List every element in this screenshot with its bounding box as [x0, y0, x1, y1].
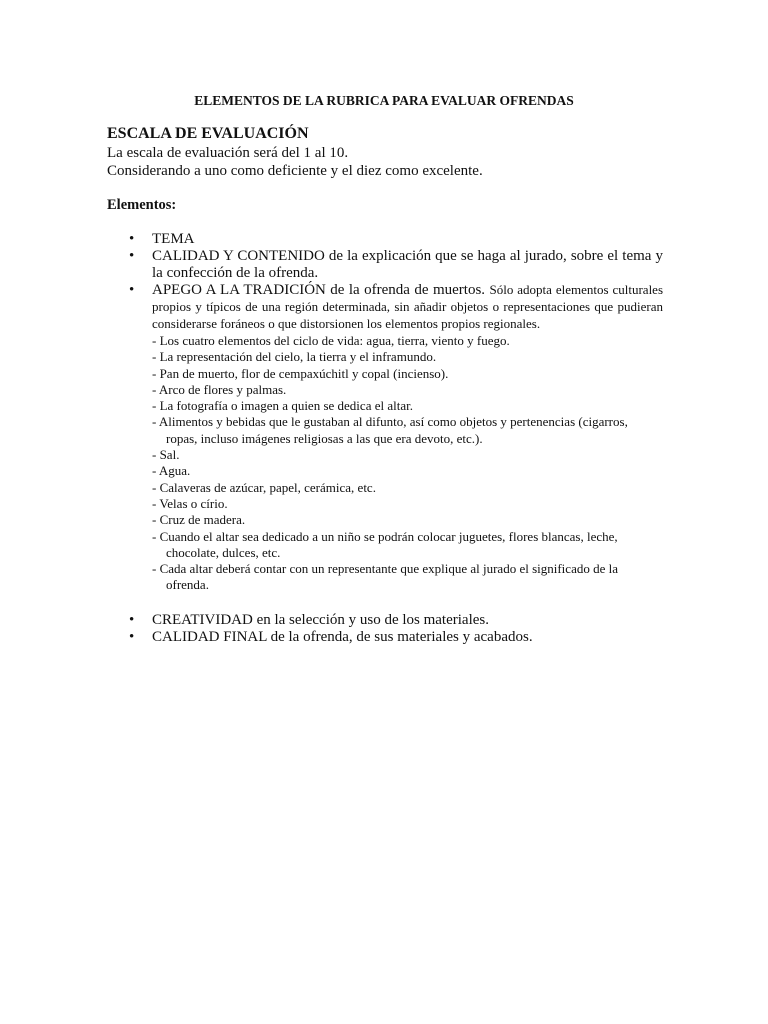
apego-subitem-continuation: chocolate, dulces, etc.: [166, 544, 281, 560]
apego-subitem: [152, 480, 663, 496]
apego-subitems: [152, 333, 663, 594]
apego-subitem-text: - Cada altar deberá contar con un representante que explique al jurado el significado de la: [152, 561, 618, 577]
apego-description: Sólo adopta elementos culturales propios y típicos de una región determinada, sin añadir objetos o representaciones que pudieran considerarse foráneos o que distorsionen los elementos propios regionales.: [152, 282, 664, 331]
apego-subitem-text: - Pan de muerto, flor de cempaxúchitl y copal (incienso).: [152, 365, 449, 381]
list-item-text: CALIDAD FINAL de la ofrenda, de sus materiales y acabados.: [152, 629, 533, 645]
elements-list-top: [107, 231, 663, 594]
apego-subitem: [152, 414, 663, 447]
scale-range-line: La escala de evaluación será del 1 al 10.: [107, 145, 349, 161]
apego-subitem: [152, 447, 663, 463]
elements-heading: Elementos:: [107, 197, 177, 213]
bullet-icon: •: [129, 282, 135, 298]
apego-subitem: [152, 349, 663, 365]
apego-subitem: [152, 512, 663, 528]
apego-subitem-text: - La representación del cielo, la tierra y el inframundo.: [152, 349, 437, 365]
scale-description: [107, 144, 663, 180]
apego-subitem-text: - Agua.: [152, 463, 191, 479]
list-item-tema: [107, 231, 663, 248]
list-item-calidad-final: [107, 629, 663, 646]
list-item-text: TEMA: [152, 231, 195, 247]
bullet-icon: •: [129, 612, 135, 628]
apego-subitem-text: - Calaveras de azúcar, papel, cerámica, etc.: [152, 479, 376, 495]
document-title: ELEMENTOS DE LA RUBRICA PARA EVALUAR OFRENDAS: [194, 93, 574, 108]
apego-subitem-text: - Velas o círio.: [152, 495, 228, 511]
list-item-calidad-contenido: [107, 248, 663, 282]
list-item-creatividad: [107, 612, 663, 629]
apego-subitem-text: - Alimentos y bebidas que le gustaban al difunto, así como objetos y pertenencias (cigarros,: [152, 414, 628, 430]
apego-subitem-text: - Cruz de madera.: [152, 512, 246, 528]
list-item-text: CALIDAD Y CONTENIDO de la explicación que se haga al jurado, sobre el tema y la confección de la ofrenda.: [152, 248, 663, 281]
scale-meaning-line: Considerando a uno como deficiente y el diez como excelente.: [107, 163, 483, 179]
bullet-icon: •: [129, 629, 135, 645]
elements-list-bottom: [107, 612, 663, 646]
apego-lead: APEGO A LA TRADICIÓN de la ofrenda de muertos.: [152, 282, 486, 298]
apego-subitem: [152, 366, 663, 382]
list-item-apego-tradicion: [107, 282, 663, 594]
apego-subitem-text: - La fotografía o imagen a quien se dedica el altar.: [152, 398, 413, 414]
list-item-text: CREATIVIDAD en la selección y uso de los materiales.: [152, 612, 489, 628]
apego-subitem: [152, 382, 663, 398]
apego-subitem: [152, 496, 663, 512]
apego-subitem-text: - Cuando el altar sea dedicado a un niño se podrán colocar juguetes, flores blancas, leche,: [152, 528, 618, 544]
apego-subitem-continuation: ropas, incluso imágenes religiosas a las que era devoto, etc.).: [166, 430, 483, 446]
apego-subitem-text: - Arco de flores y palmas.: [152, 381, 287, 397]
apego-subitem: [152, 333, 663, 349]
apego-subitem: [152, 561, 663, 594]
apego-subitem-text: - Los cuatro elementos del ciclo de vida: agua, tierra, viento y fuego.: [152, 333, 510, 348]
apego-subitem-continuation: ofrenda.: [166, 577, 209, 593]
apego-subitem: [152, 463, 663, 479]
apego-subitem: [152, 398, 663, 414]
apego-subitem: [152, 529, 663, 562]
scale-heading: ESCALA DE EVALUACIÓN: [107, 125, 309, 142]
apego-subitem-text: - Sal.: [152, 447, 180, 463]
apego-paragraph: [152, 282, 663, 333]
bullet-icon: •: [129, 231, 135, 247]
bullet-icon: •: [129, 248, 135, 264]
